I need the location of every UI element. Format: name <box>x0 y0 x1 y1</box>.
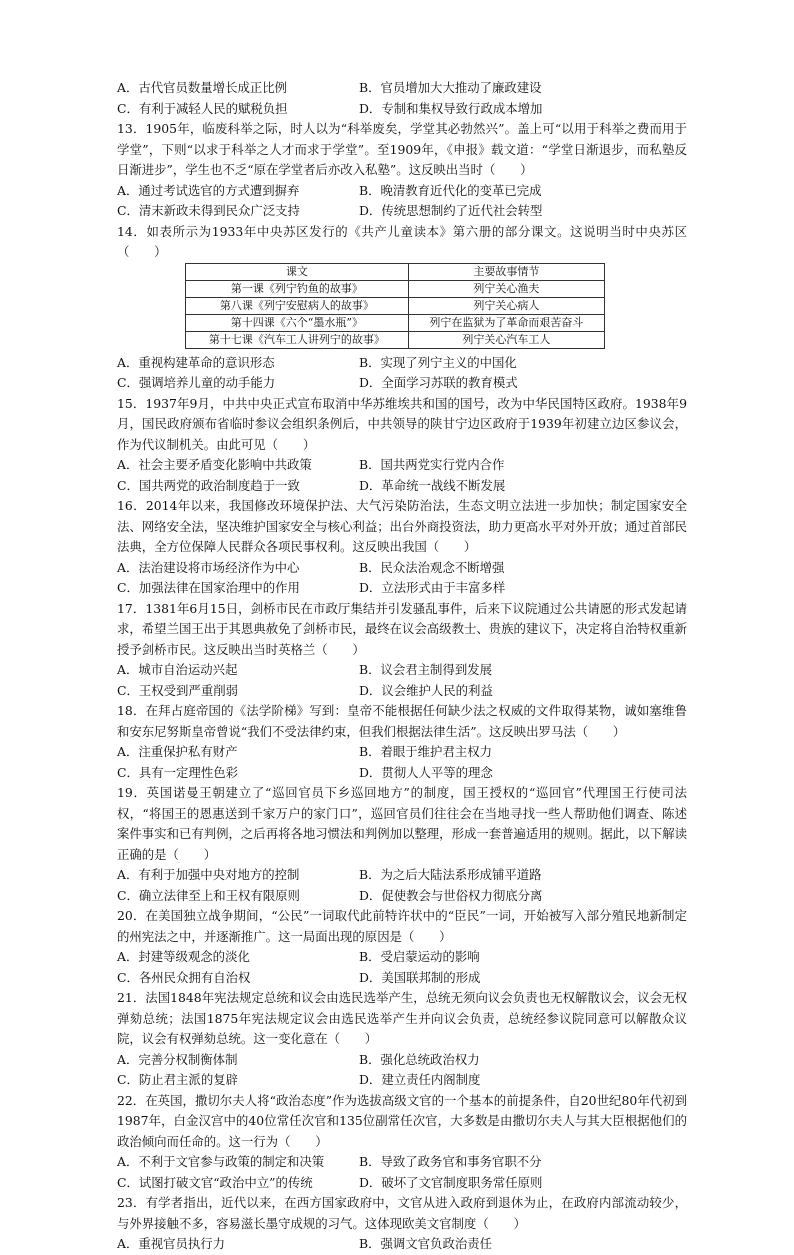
option-d[interactable]: D．贯彻人人平等的理念 <box>359 764 493 780</box>
option-b[interactable]: B．议会君主制得到发展 <box>359 662 493 677</box>
table-row <box>186 280 605 297</box>
option-c[interactable]: C．具有一定理性色彩 <box>117 764 238 780</box>
options-row <box>117 78 687 99</box>
option-a[interactable]: A．古代官员数量增长成正比例 <box>117 80 288 95</box>
option-d[interactable]: D．立法形式由于丰富多样 <box>359 580 506 595</box>
question-stem: 13．1905年，临废科举之际，时人以为“科举废矣，学堂其必勃然兴”。盖上可“以用于科举之费而用于学堂”，下则“以求于科举之人才而求于学堂”。至1909年，《申报》载文道：“学堂日渐退步，而私塾反日渐进步”，学生也不乏“原在学堂者后亦改入私塾”。这反映出当时（ ） <box>117 121 687 177</box>
question-13 <box>117 119 687 222</box>
question-stem: 20．在美国独立战争期间，“公民”一词取代此前特许状中的“臣民”一词，开始被写入部分殖民地新制定的州宪法之中，并逐渐推广。这一局面出现的原因是（ ） <box>117 908 687 944</box>
option-d[interactable]: D．议会维护人民的利益 <box>359 682 493 698</box>
question-19 <box>117 783 687 906</box>
question-stem: 18．在拜占庭帝国的《法学阶梯》写到：皇帝不能根据任何缺少法之权威的文件取得某物，诚如塞维鲁和安东尼努斯皇帝曾说“我们不受法律约束，但我们根据法律生活”。这反映出罗马法（ ） <box>117 703 687 739</box>
question-stem: 19．英国诺曼王朝建立了“巡回官员下乡巡回地方”的制度，国王授权的“巡回官”代理国王行使司法权，“将国王的恩惠送到千家万户的家门口”，巡回官员们往往会在当地寻找一些人帮助他们调查、陈述案件事实和已有判例，之后再将各地习惯法和判例加以整理，形成一套普遍适用的规则。据此，以下解读正确的是（ ） <box>117 785 687 862</box>
table-cell: 列宁关心渔夫 <box>408 280 604 297</box>
option-d[interactable]: D．全面学习苏联的教育模式 <box>359 375 518 390</box>
option-c[interactable]: C．各州民众拥有自治权 <box>117 969 251 985</box>
option-a[interactable]: A．不利于文官参与政策的制定和决策 <box>117 1154 325 1169</box>
option-b[interactable]: B．受启蒙运动的影响 <box>359 949 480 964</box>
table-cell: 列宁关心汽车工人 <box>408 331 604 348</box>
option-a[interactable]: A．完善分权制衡体制 <box>117 1051 238 1067</box>
option-c[interactable]: C．试图打破文官“政治中立”的传统 <box>117 1174 313 1190</box>
question-22 <box>117 1091 687 1194</box>
option-a[interactable]: A．注重保护私有财产 <box>117 744 238 759</box>
table-row <box>186 314 605 331</box>
question-23 <box>117 1193 687 1255</box>
question-21 <box>117 988 687 1091</box>
option-c[interactable]: C．确立法律至上和王权有限原则 <box>117 887 300 903</box>
option-a[interactable]: A．通过考试选官的方式遭到摒弃 <box>117 182 300 198</box>
table-cell: 第一课《列宁钓鱼的故事》 <box>186 280 409 297</box>
question-14 <box>117 222 687 263</box>
table-cell: 第八课《列宁安慰病人的故事》 <box>186 297 409 314</box>
question-stem: 22．在英国，撒切尔夫人将“政治态度”作为选拔高级文官的一个基本的前提条件，自20世纪80年代初到1987年，白金汉宫中的40位常任次官和135位副常任次官，大多数是由撒切尔夫人与其大臣根据他们的政治倾向而任命的。这一行为（ ） <box>117 1092 687 1149</box>
question-stem: 17．1381年6月15日，剑桥市民在市政厅集结并引发骚乱事件，后来下议院通过公共请愿的形式发起请求，希望兰国王出于其恩典赦免了剑桥市民，最终在议会高级教士、贵族的建议下，决定将自治特权重新授予剑桥市民。这反映出当时英格兰（ ） <box>117 600 687 657</box>
question-16 <box>117 496 687 599</box>
question-stem: 16．2014年以来，我国修改环境保护法、大气污染防治法，生态文明立法进一步加快；制定国家安全法、网络安全法，坚决维护国家安全与核心利益；出台外商投资法，助力更高水平对外开放；通过首部民法典，全方位保障人民群众各项民事权利。这反映出我国（ ） <box>117 498 687 554</box>
question-15 <box>117 394 687 497</box>
option-a[interactable]: A．有利于加强中央对地方的控制 <box>117 867 300 882</box>
option-c[interactable]: C．清末新政未得到民众广泛支持 <box>117 203 300 218</box>
option-b[interactable]: B．国共两党实行党内合作 <box>359 457 505 472</box>
option-b[interactable]: B．官员增加大大推动了廉政建设 <box>359 80 542 95</box>
option-d[interactable]: D．专制和集权导致行政成本增加 <box>359 100 543 116</box>
option-a[interactable]: A．重视官员执行力 <box>117 1236 226 1251</box>
lesson-table <box>185 263 605 349</box>
question-12-options <box>117 78 687 119</box>
table-row <box>186 297 605 314</box>
question-17 <box>117 599 687 702</box>
table-header: 主要故事情节 <box>408 263 604 280</box>
question-stem: 21．法国1848年宪法规定总统和议会由选民选举产生，总统无须向议会负责也无权解散议会，议会无权弹劾总统；法国1875年宪法规定议会由选民选举产生并向议会负责，总统经参议院同意可以解散众议院，议会有权弹劾总统。这一变化意在（ ） <box>117 990 687 1046</box>
option-c[interactable]: C．防止君主派的复辟 <box>117 1072 238 1087</box>
option-d[interactable]: D．传统思想制约了近代社会转型 <box>359 203 543 218</box>
question-stem: 14．如表所示为1933年中央苏区发行的《共产儿童读本》第六册的部分课文。这说明当时中央苏区（ ） <box>117 223 687 259</box>
option-a[interactable]: A．重视构建革命的意识形态 <box>117 354 275 370</box>
table-cell: 第十七课《汽车工人讲列宁的故事》 <box>186 331 409 348</box>
question-20 <box>117 906 687 988</box>
table-header: 课文 <box>186 263 409 280</box>
option-b[interactable]: B．实现了列宁主义的中国化 <box>359 354 517 370</box>
table-header-row <box>186 263 605 280</box>
question-stem: 15．1937年9月，中共中央正式宣布取消中华苏维埃共和国的国号，改为中华民国特区政府。1938年9月，国民政府颁布省临时参议会组织条例后，中共领导的陕甘宁边区政府于1939年初建立边区参议会，作为代议制机关。由此可见（ ） <box>117 395 687 452</box>
option-c[interactable]: C．王权受到严重削弱 <box>117 682 238 698</box>
option-c[interactable]: C．强调培养儿童的动手能力 <box>117 375 276 390</box>
question-18 <box>117 701 687 783</box>
option-d[interactable]: D．美国联邦制的形成 <box>359 969 481 985</box>
options-row <box>117 99 687 120</box>
question-stem: 23．有学者指出，近代以来，在西方国家政府中，文官从进入政府到退休为止，在政府内部流动较少，与外界接触不多，容易滋长墨守成规的习气。这体现欧美文官制度（ ） <box>117 1195 687 1231</box>
option-b[interactable]: B．着眼于维护君主权力 <box>359 744 493 759</box>
option-d[interactable]: D．革命统一战线不断发展 <box>359 477 506 493</box>
question-14-options <box>117 353 687 394</box>
option-b[interactable]: B．晚清教育近代化的变革已完成 <box>359 182 542 198</box>
option-d[interactable]: D．建立责任内阁制度 <box>359 1072 481 1087</box>
option-b[interactable]: B．民众法治观念不断增强 <box>359 559 505 575</box>
option-b[interactable]: B．为之后大陆法系形成铺平道路 <box>359 867 542 882</box>
option-d[interactable]: D．促使教会与世俗权力彻底分离 <box>359 887 543 903</box>
option-a[interactable]: A．法治建设将市场经济作为中心 <box>117 559 300 575</box>
option-c[interactable]: C．国共两党的政治制度趋于一致 <box>117 477 300 493</box>
table-cell: 第十四课《六个“墨水瓶”》 <box>186 314 409 331</box>
option-c[interactable]: C．加强法律在国家治理中的作用 <box>117 580 300 595</box>
table-cell: 列宁在监狱为了革命而艰苦奋斗 <box>408 314 604 331</box>
option-a[interactable]: A．城市自治运动兴起 <box>117 662 238 677</box>
option-b[interactable]: B．导致了政务官和事务官职不分 <box>359 1154 542 1169</box>
table-cell: 列宁关心病人 <box>408 297 604 314</box>
option-a[interactable]: A．封建等级观念的淡化 <box>117 949 250 964</box>
option-c[interactable]: C．有利于减轻人民的赋税负担 <box>117 100 288 116</box>
option-b[interactable]: B．强化总统政治权力 <box>359 1051 480 1067</box>
option-a[interactable]: A．社会主要矛盾变化影响中共政策 <box>117 457 312 472</box>
option-d[interactable]: D．破坏了文官制度职务常任原则 <box>359 1174 543 1190</box>
option-b[interactable]: B．强调文官负政治责任 <box>359 1236 493 1251</box>
table-row <box>186 331 605 348</box>
